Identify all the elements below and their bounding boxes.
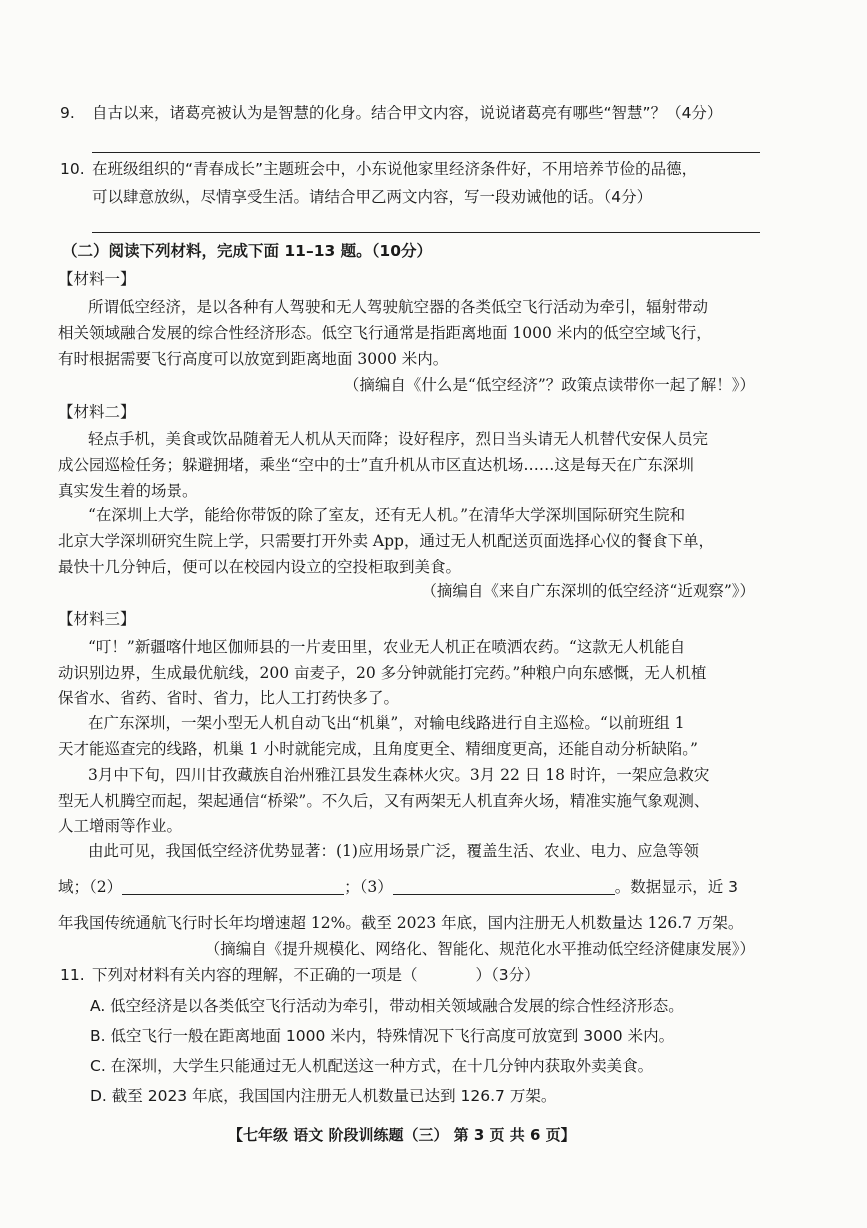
q11-number: 11. <box>60 966 85 984</box>
material3-p1-line-3: 保省水、省药、省时、省力，比人工打药快多了。 <box>58 689 400 707</box>
q10-line-1: 在班级组织的“青春成长”主题班会中，小东说他家里经济条件好，不用培养节俭的品德， <box>92 160 698 178</box>
material2-p2-line-1: “在深圳上大学，能给你带饭的除了室友，还有无人机。”在清华大学深圳国际研究生院和 <box>88 506 686 524</box>
material3-fill-line <box>58 876 738 898</box>
material3-p4-line-1: 由此可见，我国低空经济优势显著：(1)应用场景广泛，覆盖生活、农业、电力、应急等领 <box>88 842 699 860</box>
material2-source: （摘编自《来自广东深圳的低空经济“近观察”》） <box>421 582 755 600</box>
q9-number: 9. <box>60 104 75 122</box>
fill-prefix: 域；（2） <box>58 878 123 896</box>
fill-blank-2[interactable] <box>122 878 344 895</box>
q11-option-b: B. 低空飞行一般在距离地面 1000 米内，特殊情况下飞行高度可放宽到 3000 米内。 <box>90 1027 675 1045</box>
q11-stem-text: 下列对材料有关内容的理解，不正确的一项是（ <box>92 966 418 984</box>
material1-label: 【材料一】 <box>58 270 136 288</box>
material3-p1-line-2: 动识别边界，生成最优航线，200 亩麦子，20 多分钟就能打完药。”种粮户向东感慨，无人机植 <box>58 664 707 682</box>
q11-score: ）（3分） <box>475 966 540 984</box>
material1-line-2: 相关领域融合发展的综合性经济形态。低空飞行通常是指距离地面 1000 米内的低空空域飞行， <box>58 324 712 342</box>
q11-option-a: A. 低空经济是以各类低空飞行活动为牵引，带动相关领域融合发展的综合性经济形态。 <box>90 997 684 1015</box>
q9-text: 自古以来，诸葛亮被认为是智慧的化身。结合甲文内容，说说诸葛亮有哪些“智慧”？（4分） <box>92 104 723 122</box>
material2-label: 【材料二】 <box>58 403 136 421</box>
material3-p2-line-2: 天才能巡查完的线路，机巢 1 小时就能完成，且角度更全、精细度更高，还能自动分析缺陷。” <box>58 740 698 758</box>
q10-answer-line[interactable] <box>92 232 760 233</box>
material1-source: （摘编自《什么是“低空经济”？政策点读带你一起了解！》） <box>343 376 755 394</box>
material1-line-3: 有时根据需要飞行高度可以放宽到距离地面 3000 米内。 <box>58 350 449 368</box>
material2-p1-line-1: 轻点手机，美食或饮品随着无人机从天而降；设好程序，烈日当头请无人机替代安保人员完 <box>88 430 709 448</box>
fill-suffix: 。数据显示，近 3 <box>614 878 739 896</box>
material2-p2-line-3: 最快十几分钟后，便可以在校园内设立的空投柜取到美食。 <box>58 558 462 576</box>
q11-option-c: C. 在深圳，大学生只能通过无人机配送这一种方式，在十几分钟内获取外卖美食。 <box>90 1057 654 1075</box>
section-heading: （二）阅读下列材料，完成下面 11–13 题。（10分） <box>62 242 433 260</box>
material3-label: 【材料三】 <box>58 610 136 628</box>
material2-p1-line-3: 真实发生着的场景。 <box>58 482 198 500</box>
material2-p1-line-2: 成公园巡检任务；躲避拥堵，乘坐“空中的士”直升机从市区直达机场……这是每天在广东深圳 <box>58 456 694 474</box>
material3-p1-line-1: “叮！”新疆喀什地区伽师县的一片麦田里，农业无人机正在喷洒农药。“这款无人机能自 <box>88 638 686 656</box>
material3-p3-line-2: 型无人机腾空而起，架起通信“桥梁”。不久后，又有两架无人机直奔火场，精准实施气象观测、 <box>58 792 710 810</box>
fill-blank-3[interactable] <box>393 878 615 895</box>
fill-separator: ；（3） <box>344 878 393 896</box>
material2-p2-line-2: 北京大学深圳研究生院上学，只需要打开外卖 App，通过无人机配送页面选择心仪的餐食下单， <box>58 532 714 550</box>
material3-p4-line-3: 年我国传统通航飞行时长年均增速超 12%。截至 2023 年底，国内注册无人机数量达 126.7 万架。 <box>58 914 744 932</box>
page-footer: 【七年级 语文 阶段训练题（三） 第 3 页 共 6 页】 <box>228 1126 576 1144</box>
material1-line-1: 所谓低空经济，是以各种有人驾驶和无人驾驶航空器的各类低空飞行活动为牵引，辐射带动 <box>88 298 709 316</box>
material3-p2-line-1: 在广东深圳，一架小型无人机自动飞出“机巢”，对输电线路进行自主巡检。“以前班组 1 <box>88 714 685 732</box>
q11-option-d: D. 截至 2023 年底，我国国内注册无人机数量已达到 126.7 万架。 <box>90 1087 557 1105</box>
q9-answer-line[interactable] <box>92 152 760 153</box>
q10-number: 10. <box>60 160 85 178</box>
q11-stem <box>92 964 540 986</box>
material3-source: （摘编自《提升规模化、网络化、智能化、规范化水平推动低空经济健康发展》） <box>204 940 755 958</box>
q10-line-2: 可以肆意放纵，尽情享受生活。请结合甲乙两文内容，写一段劝诫他的话。（4分） <box>92 188 653 206</box>
material3-p3-line-3: 人工增雨等作业。 <box>58 817 183 835</box>
material3-p3-line-1: 3月中下旬，四川甘孜藏族自治州雅江县发生森林火灾。3月 22 日 18 时许，一架应急救灾 <box>88 766 710 784</box>
